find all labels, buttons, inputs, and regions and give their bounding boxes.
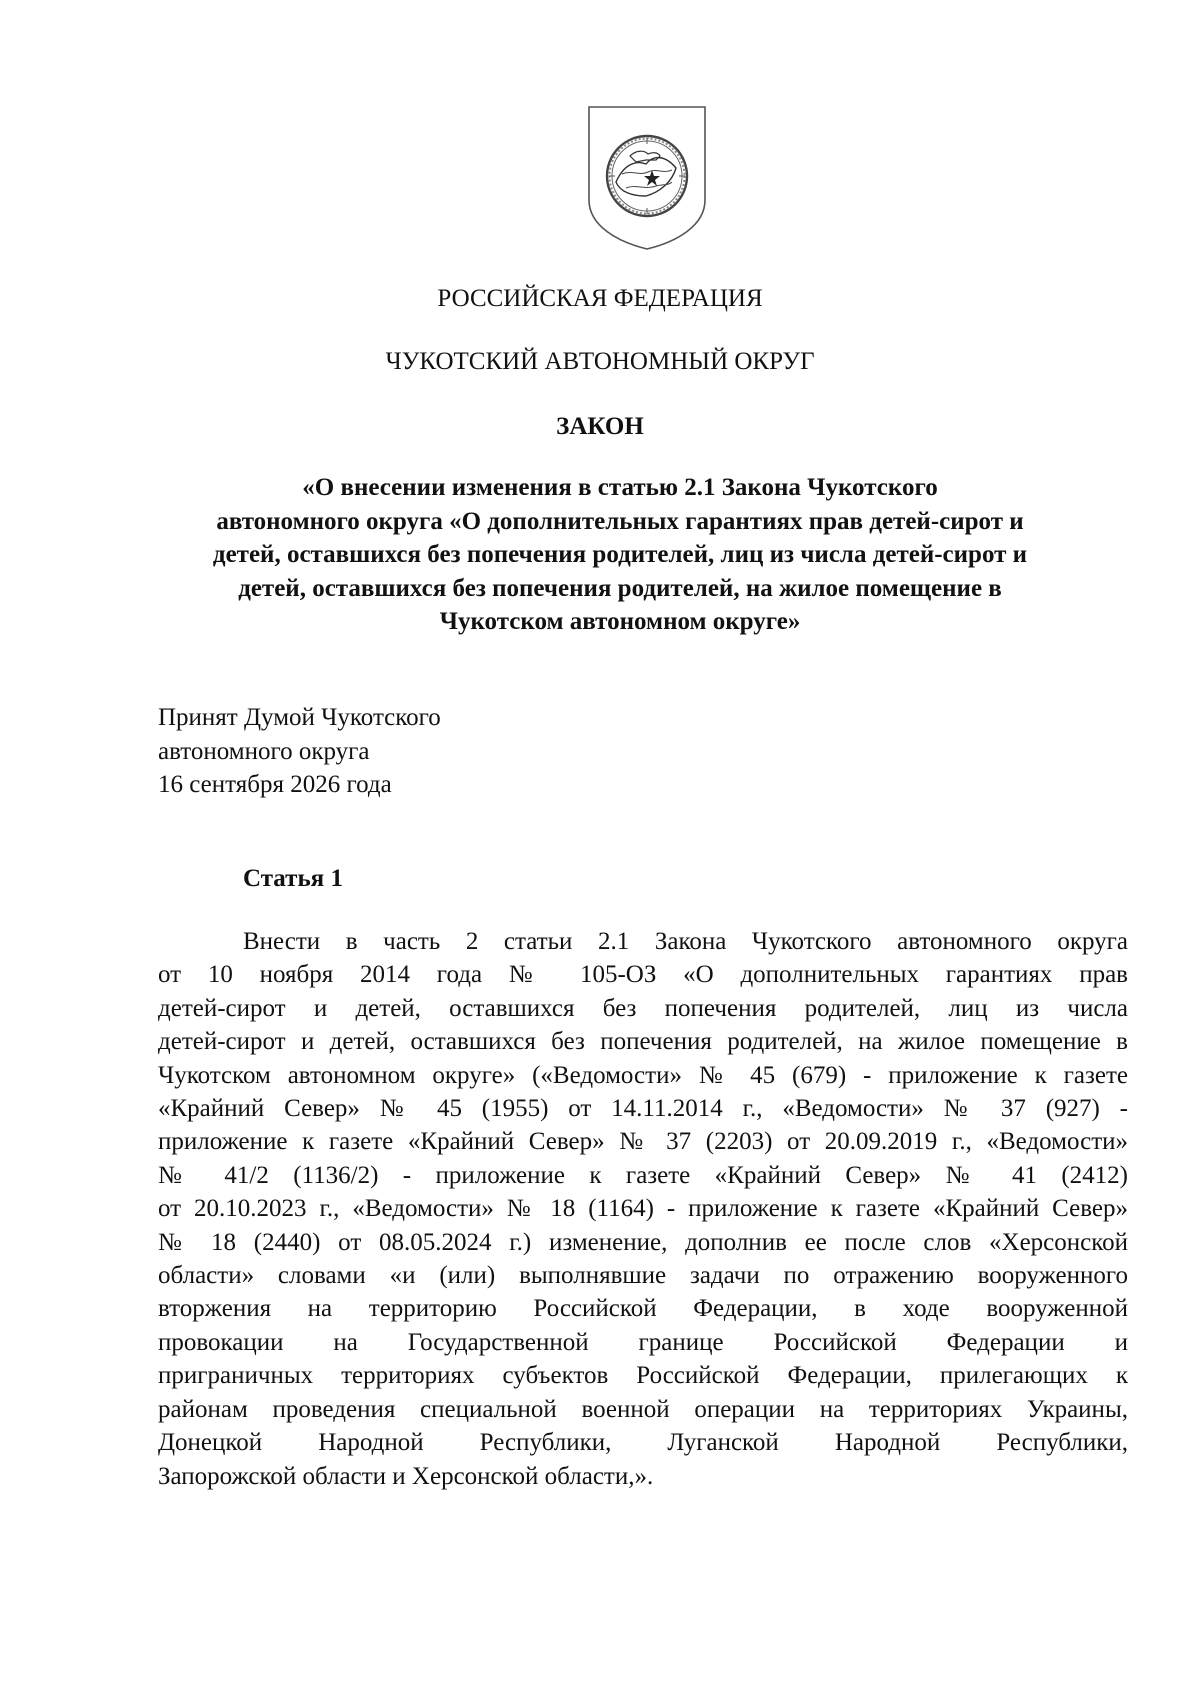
country-heading: РОССИЙСКАЯ ФЕДЕРАЦИЯ [437, 285, 763, 312]
law-title-line: детей, оставшихся без попечения родителей, на жилое помещение в [238, 574, 1002, 602]
adoption-date: 16 сентября 2026 года [158, 771, 392, 798]
article-line: детей-сирот и детей, оставшихся без попечения родителей, лиц из числа [158, 994, 1128, 1022]
article-heading: Статья 1 [243, 865, 343, 892]
region-heading: ЧУКОТСКИЙ АВТОНОМНЫЙ ОКРУГ [385, 348, 815, 375]
article-line: от 20.10.2023 г., «Ведомости» № 18 (1164) - приложение к газете «Крайний Север» [158, 1195, 1128, 1223]
article-line: приграничных территориях субъектов Российской Федерации, прилегающих к [158, 1362, 1128, 1390]
article-line: области» словами «и (или) выполнявшие задачи по отражению вооруженного [158, 1262, 1128, 1290]
article-line: вторжения на территорию Российской Федерации, в ходе вооруженной [158, 1295, 1128, 1323]
article-line: Запорожской области и Херсонской области,». [158, 1462, 654, 1490]
article-line: «Крайний Север» № 45 (1955) от 14.11.2014 г., «Ведомости» № 37 (927) - [158, 1095, 1128, 1123]
article-line: провокации на Государственной границе Российской Федерации и [158, 1328, 1128, 1356]
law-title-line: детей, оставшихся без попечения родителей, лиц из числа детей-сирот и [212, 541, 1028, 568]
article-line: приложение к газете «Крайний Север» № 37 (2203) от 20.09.2019 г., «Ведомости» [158, 1128, 1128, 1156]
adoption-note-line: автономного округа [158, 737, 370, 765]
adoption-note [158, 701, 441, 802]
article-line: детей-сирот и детей, оставшихся без попечения родителей, на жилое помещение в [158, 1028, 1128, 1056]
article-body [158, 925, 1128, 1493]
article-line: № 18 (2440) от 08.05.2024 г.) изменение, дополнив ее после слов «Херсонской [158, 1228, 1128, 1256]
adoption-note-line: Принят Думой Чукотского [158, 704, 441, 731]
article-line: Внести в часть 2 статьи 2.1 Закона Чукотского автономного округа [243, 928, 1128, 955]
law-title [160, 471, 1080, 639]
law-title-line: «О внесении изменения в статью 2.1 Закона Чукотского [302, 474, 938, 501]
article-line: от 10 ноября 2014 года № 105-ОЗ «О дополнительных гарантиях прав [158, 961, 1128, 989]
law-title-line: Чукотском автономном округе» [439, 608, 801, 635]
document-kind-heading: ЗАКОН [556, 413, 644, 440]
article-line: Чукотском автономном округе» («Ведомости» № 45 (679) - приложение к газете [158, 1061, 1128, 1089]
article-line: районам проведения специальной военной операции на территориях Украины, [158, 1395, 1128, 1423]
coat-of-arms-emblem [586, 104, 708, 252]
law-title-line: автономного округа «О дополнительных гарантиях прав детей-сирот и [216, 507, 1024, 535]
article-line: № 41/2 (1136/2) - приложение к газете «Крайний Север» № 41 (2412) [158, 1161, 1128, 1189]
article-line: Донецкой Народной Республики, Луганской Народной Республики, [158, 1429, 1128, 1457]
